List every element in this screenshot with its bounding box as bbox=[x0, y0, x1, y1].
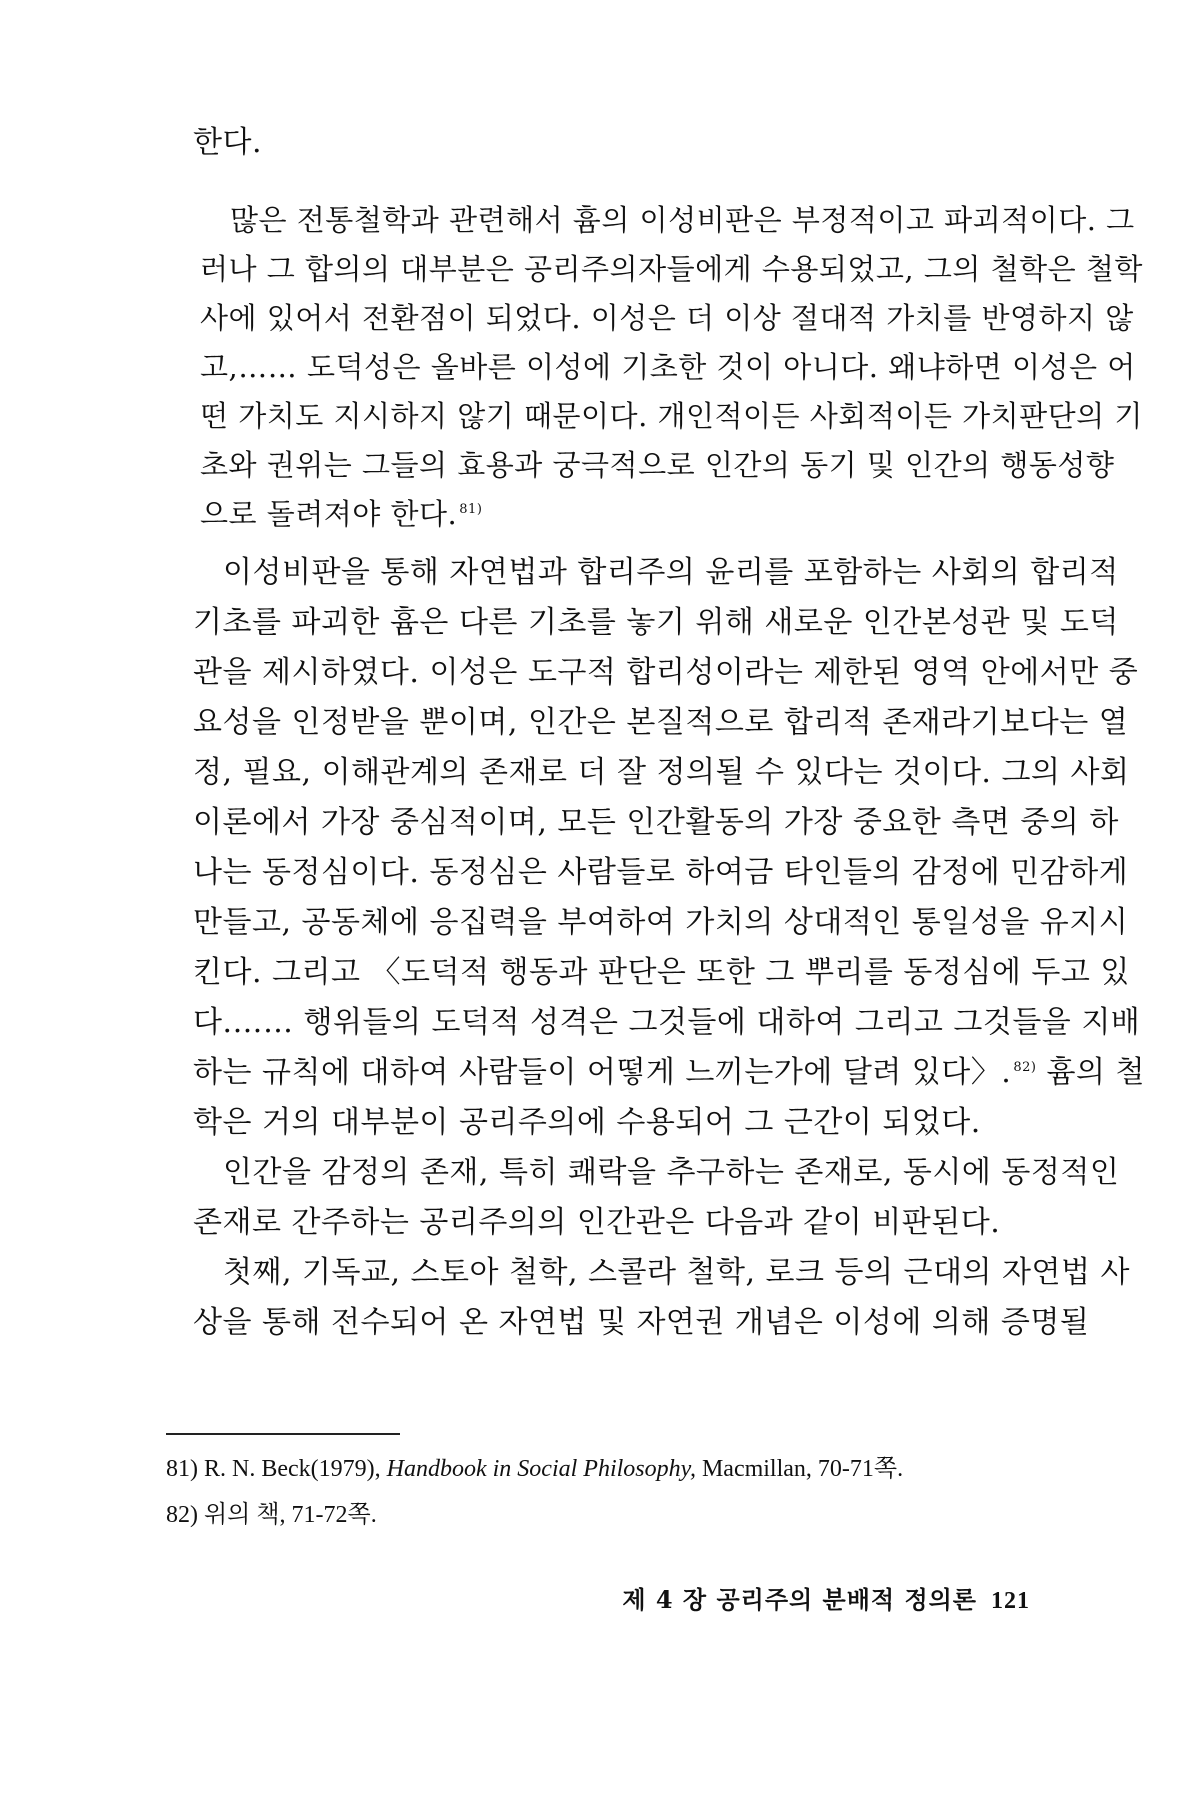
quote-line: 사에 있어서 전환점이 되었다. 이성은 더 이상 절대적 가치를 반영하지 않 bbox=[200, 301, 1134, 335]
quote-line: 고,…… 도덕성은 올바른 이성에 기초한 것이 아니다. 왜냐하면 이성은 어 bbox=[200, 350, 1136, 384]
footnotes bbox=[166, 1446, 1066, 1538]
paragraph-line: 요성을 인정받을 뿐이며, 인간은 본질적으로 합리적 존재라기보다는 열 bbox=[193, 705, 1129, 740]
paragraph-line: 이성비판을 통해 자연법과 합리주의 윤리를 포함하는 사회의 합리적 bbox=[223, 555, 1119, 590]
paragraph-line-text: 하는 규칙에 대하여 사람들이 어떻게 느끼는가에 달려 있다〉. bbox=[193, 1055, 1012, 1090]
quote-line-text: 으로 돌려져야 한다. bbox=[200, 497, 458, 531]
paragraph-line: 상을 통해 전수되어 온 자연법 및 자연권 개념은 이성에 의해 증명될 bbox=[193, 1305, 1090, 1340]
chapter-title: 제 4 장 공리주의 분배적 정의론 bbox=[622, 1585, 977, 1614]
paragraph-line-text: 흄의 철 bbox=[1036, 1055, 1145, 1090]
footnote-number: 81) bbox=[166, 1456, 198, 1482]
paragraph-line: 이론에서 가장 중심적이며, 모든 인간활동의 가장 중요한 측면 중의 하 bbox=[193, 805, 1119, 840]
paragraph-line-last: 존재로 간주하는 공리주의의 인간관은 다음과 같이 비판된다. bbox=[193, 1205, 1001, 1240]
footnote-82 bbox=[166, 1492, 1066, 1538]
paragraph-line: 킨다. 그리고 〈도덕적 행동과 판단은 또한 그 뿌리를 동정심에 두고 있 bbox=[193, 955, 1130, 990]
paragraph-line-with-footnote bbox=[193, 1048, 1145, 1098]
intro-line: 한다. bbox=[193, 125, 262, 160]
footnote-publisher: Macmillan, 70-71쪽. bbox=[701, 1456, 904, 1482]
paragraph-line: 다.…… 행위들의 도덕적 성격은 그것들에 대하여 그리고 그것들을 지배 bbox=[193, 1005, 1141, 1040]
paragraph-line: 정, 필요, 이해관계의 존재로 더 잘 정의될 수 있다는 것이다. 그의 사회 bbox=[193, 755, 1130, 790]
intro-continuation bbox=[193, 118, 1063, 168]
page-number: 121 bbox=[991, 1588, 1030, 1614]
paragraph-2 bbox=[193, 1148, 1120, 1248]
footnote-text: 위의 책, 71-72쪽. bbox=[204, 1502, 377, 1528]
paragraph-1 bbox=[193, 548, 1145, 1148]
footnote-ref-82: 82) bbox=[1013, 1060, 1037, 1075]
paragraph-line-last: 학은 거의 대부분이 공리주의에 수용되어 그 근간이 되었다. bbox=[193, 1105, 981, 1140]
running-footer bbox=[600, 1580, 1030, 1615]
paragraph-3 bbox=[193, 1248, 1130, 1348]
footnote-number: 82) bbox=[166, 1502, 198, 1528]
footnote-book-title: Handbook in Social Philosophy, bbox=[386, 1456, 696, 1482]
quote-line: 초와 권위는 그들의 효용과 궁극적으로 인간의 동기 및 인간의 행동성향 bbox=[200, 448, 1115, 482]
quote-line: 러나 그 합의의 대부분은 공리주의자들에게 수용되었고, 그의 철학은 철학 bbox=[200, 252, 1143, 286]
paragraph-line: 첫째, 기독교, 스토아 철학, 스콜라 철학, 로크 등의 근대의 자연법 사 bbox=[223, 1255, 1130, 1290]
quote-line-last bbox=[200, 490, 1058, 539]
quote-line: 많은 전통철학과 관련해서 흄의 이성비판은 부정적이고 파괴적이다. 그 bbox=[230, 203, 1135, 237]
footnote-divider bbox=[166, 1433, 400, 1435]
paragraph-line: 관을 제시하였다. 이성은 도구적 합리성이라는 제한된 영역 안에서만 중 bbox=[193, 655, 1139, 690]
quote-line: 떤 가치도 지시하지 않기 때문이다. 개인적이든 사회적이든 가치판단의 기 bbox=[200, 399, 1143, 433]
paragraph-line: 인간을 감정의 존재, 특히 쾌락을 추구하는 존재로, 동시에 동정적인 bbox=[223, 1155, 1120, 1190]
footnote-ref-81: 81) bbox=[459, 502, 483, 518]
footnote-81 bbox=[166, 1446, 1066, 1492]
paragraph-line: 만들고, 공동체에 응집력을 부여하여 가치의 상대적인 통일성을 유지시 bbox=[193, 905, 1129, 940]
paragraph-line: 기초를 파괴한 흄은 다른 기초를 놓기 위해 새로운 인간본성관 및 도덕 bbox=[193, 605, 1119, 640]
paragraph-line: 나는 동정심이다. 동정심은 사람들로 하여금 타인들의 감정에 민감하게 bbox=[193, 855, 1129, 890]
block-quote bbox=[200, 196, 1143, 539]
footnote-author: R. N. Beck(1979), bbox=[204, 1456, 381, 1482]
